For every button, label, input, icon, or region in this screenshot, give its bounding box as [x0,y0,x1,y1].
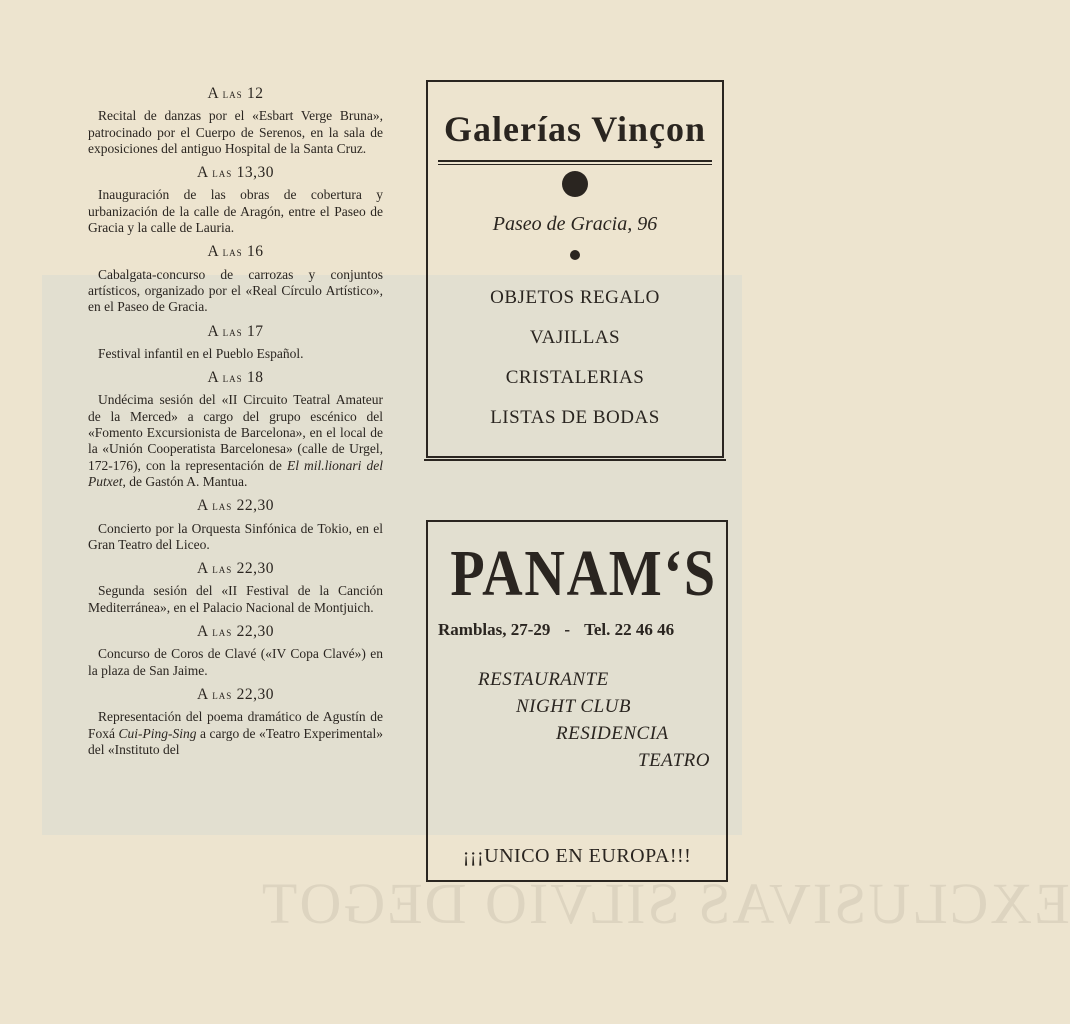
advert-item: LISTAS DE BODAS [490,407,660,428]
service-item: RESTAURANTE [478,669,609,690]
play-title: Cui-Ping-Sing [118,725,197,741]
event-item [88,244,383,315]
event-description: Cabalgata-concurso de carrozas y conjuntos artísticos, organizado por el «Real Círculo Artístico», en el Paseo de Gracia. [88,266,383,315]
event-description: Inauguración de las obras de cobertura y urbanización de la calle de Aragón, entre el Paseo de Gracia y la calle de Lauria. [88,187,383,236]
event-time: A las 22,30 [197,623,274,641]
event-time: A las 22,30 [197,497,274,515]
play-title: El mil.lionari del Putxet [88,457,383,489]
event-item [88,687,383,758]
event-time: A las 13,30 [197,164,274,182]
advert-item-list [428,278,722,438]
event-description: Recital de danzas por el «Esbart Verge Bruna», patrocinado por el Cuerpo de Serenos, en la sala de exposiciones del antiguo Hospital de la Santa Cruz. [88,108,383,156]
event-item [88,370,383,490]
service-item: NIGHT CLUB [516,696,631,717]
advert-brand: Galerías Vinçon [443,109,706,149]
divider [438,160,712,162]
ornament-dot-icon [570,250,580,260]
advert-address: Paseo de Gracia, 96 [492,213,658,235]
advert-item: CRISTALERIAS [505,367,645,388]
event-item [88,324,383,363]
events-column [88,78,383,758]
advert-item: OBJETOS REGALO [490,287,660,308]
advert-address: Ramblas, 27-29 [438,620,551,639]
event-item [88,498,383,553]
event-description: Segunda sesión del «II Festival de la Canción Mediterránea», en el Palacio Nacional de Montjuich. [88,583,383,615]
bleed-through-text: EXCLUSIVAS SILVIO DEGOT [260,871,1070,936]
event-time: A las 12 [207,85,264,102]
event-description: Representación del poema dramático de Agustín de Foxá Cui-Ping-Sing a cargo de «Teatro Experimental» del «Instituto del [88,709,384,757]
advert-brand: PANAM‘S [450,537,717,610]
event-time: A las 18 [207,369,264,387]
event-description: Concierto por la Orquesta Sinfónica de Tokio, en el Gran Teatro del Liceo. [88,520,383,552]
advert-slogan: ¡¡¡UNICO EN EUROPA!!! [462,845,692,867]
event-item [88,86,383,157]
event-time: A las 17 [207,322,264,340]
event-description: Undécima sesión del «II Circuito Teatral Amateur de la Merced» a cargo del grupo escénico del «Fomento Excursionista de Barcelona», en el local de la «Unión Cooperatista Barcelonesa» (calle de Urgel, 172-176), con la representación de El mil.lionari del Putxet, de Gastón A. Mantua. [88,392,383,489]
advert-phone: Tel. 22 46 46 [584,620,675,639]
event-item [88,561,383,616]
advert-panams [426,520,728,882]
service-item: TEATRO [638,750,710,771]
advert-address-line [438,620,726,640]
advert-services [428,666,726,774]
event-item [88,624,383,679]
ornament-dot-icon [562,171,588,197]
event-time: A las 22,30 [197,685,274,703]
separator: - [564,620,571,639]
advert-item: VAJILLAS [529,327,621,348]
event-time: A las 22,30 [197,560,274,578]
divider [438,164,712,165]
advert-galerias-vincon [426,80,724,458]
service-item: RESIDENCIA [556,723,669,744]
event-time: A las 16 [207,243,264,261]
event-item [88,165,383,236]
event-description: Concurso de Coros de Clavé («IV Copa Clavé») en la plaza de San Jaime. [88,646,383,678]
event-description: Festival infantil en el Pueblo Español. [98,345,304,361]
